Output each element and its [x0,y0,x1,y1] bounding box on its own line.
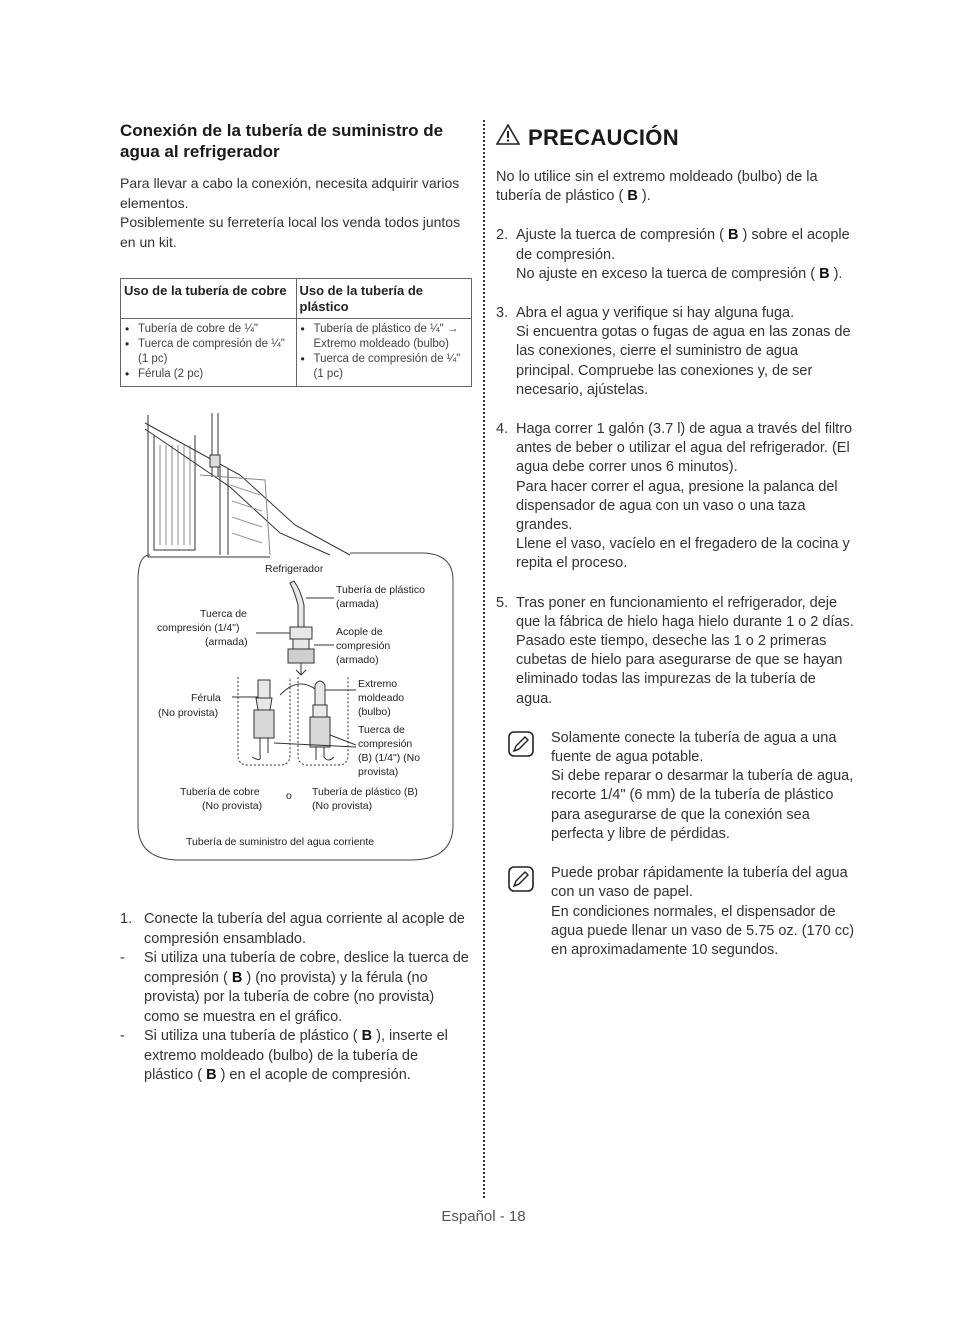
step-text-part: ). [829,265,843,282]
substep-text: Si utiliza una tubería de cobre, deslice la tuerca de compresión ( [144,950,469,986]
table-cell-plastic [296,319,472,387]
label-or: o [286,790,292,802]
dash: - [120,950,125,966]
step-text-part: No ajuste en exceso la tuerca de compresión ( [516,265,820,282]
substep-text: ) en el acople de compresión. [216,1067,411,1083]
step-number: 2. [496,227,509,244]
label-nut-b-2: compresión [358,738,413,750]
step-2 [496,226,856,284]
label-coupling-1: Acople de [336,626,383,638]
warning-triangle-icon [496,124,520,151]
substep-text: Si utiliza una tubería de plástico ( [144,1028,362,1044]
label-ferrule-2: (No provista) [158,707,219,719]
intro-paragraph-1: Para llevar a cabo la conexión, necesita adquirir varios elementos. [120,175,460,211]
label-plastic-b-1: Tubería de plástico (B) [312,786,418,798]
step-text-part: ) sobre el acople de compresión. [516,227,850,263]
intro-paragraph-2: Posiblemente su ferretería local los venda todos juntos en un kit. [120,214,461,250]
step-text [516,265,856,284]
label-plastic-armada-1: Tubería de plástico [336,584,425,596]
substep-plastic [120,1027,470,1086]
label-b: B [819,265,830,282]
right-column [496,168,856,960]
step-number: 3. [496,305,509,322]
note-2 [496,864,856,960]
label-nut-b-1: Tuerca de [358,724,405,736]
note-1 [496,729,856,844]
step-text-part: Ajuste la tuerca de compresión ( [516,227,728,244]
label-molded-1: Extremo [358,678,398,690]
intro-text [120,174,470,252]
note-text: Si debe reparar o desarmar la tubería de agua, recorte 1/4" (6 mm) de la tubería de plástico para asegurarse de que la conexión sea perfecta y libre de pérdidas. [551,768,854,842]
step-text: Tras poner en funcionamiento el refrigerador, deje que la fábrica de hielo haga hielo durante 1 o 2 días. [516,594,854,630]
caution-text-part: ). [637,188,651,205]
label-nut-2: compresión (1/4") [157,622,240,634]
refrigerator-illustration [145,413,350,557]
note-text: Puede probar rápidamente la tubería del agua con un vaso de papel. [551,865,848,901]
section-heading: Conexión de la tubería de suministro de agua al refrigerador [120,121,444,161]
substep-text: ), inserte el extremo moldeado (bulbo) de la tubería de plástico ( [144,1028,448,1083]
column-divider [483,120,485,1198]
label-b: B [627,188,638,205]
step-4 [496,420,856,574]
list-item: • Tubería de plástico de ¼" → Extremo moldeado (bulbo) [300,322,469,352]
label-coupling-3: (armado) [336,654,379,666]
list-item: • Férula (2 pc) [124,367,293,382]
table-cell-copper [121,319,297,387]
label-copper-1: Tubería de cobre [180,786,260,798]
note-text: Solamente conecte la tubería de agua a una fuente de agua potable. [551,729,837,766]
step-3 [496,304,856,400]
label-plastic-b-2: (No provista) [312,800,373,812]
label-b: B [206,1067,217,1083]
caution-text [496,168,856,206]
parts-table [120,278,472,387]
label-nut-b-3: (B) (1/4") (No [358,752,421,764]
step-text: Llene el vaso, vacíelo en el fregadero de la cocina y repita el proceso. [516,536,850,572]
step-text: Si encuentra gotas o fugas de agua en las zonas de las conexiones, cierre el suministro de agua principal. Compruebe las conexiones y, de ser necesario, ajústelas. [516,324,851,398]
step-number: 1. [120,911,133,927]
substep-text: ) (no provista) y la férula (no provista) por la tubería de cobre (no provista) como se muestra en el gráfico. [144,969,435,1025]
list-item: • Tubería de cobre de ¼" [124,322,293,337]
label-supply: Tubería de suministro del agua corriente [186,836,375,848]
label-nut-1: Tuerca de [200,608,247,620]
caution-text-part: No lo utilice sin el extremo moldeado (bulbo) de la tubería de plástico ( [496,169,818,205]
step-text: Pasado este tiempo, deseche las 1 o 2 primeras cubetas de hielo para asegurarse de que se hayan eliminado todas las impurezas de la tubería de agua. [516,633,843,707]
note-pencil-icon [508,866,534,892]
steps-left [120,910,470,1086]
label-ferrule-1: Férula [191,692,221,704]
step-text: Para hacer correr el agua, presione la palanca del dispensador de agua con un vaso o una taza grandes. [516,478,838,534]
table-header-copper: Uso de la tubería de cobre [121,279,297,319]
step-text: Haga correr 1 galón (3.7 l) de agua a través del filtro antes de beber o utilizar el agua del refrigerador. (El agua debe correr unos 6 minutos). [516,421,853,476]
step-number: 5. [496,594,509,611]
caution-title: PRECAUCIÓN [528,125,679,150]
step-1 [120,910,470,949]
note-pencil-icon [508,731,534,757]
note-text: En condiciones normales, el dispensador de agua puede llenar un vaso de 5.75 oz. (170 cc) en aproximadamente 10 segundos. [551,903,855,958]
label-copper-2: (No provista) [202,800,263,812]
label-b: B [727,227,739,244]
label-refrigerator: Refrigerador [265,563,324,575]
step-text [516,226,856,264]
dash: - [120,1028,125,1044]
label-molded-2: moldeado [358,692,405,704]
step-text: Abra el agua y verifique si hay alguna fuga. [516,305,795,322]
label-b: B [231,969,243,986]
copper-tube-illustration [238,677,290,765]
step-text: Conecte la tubería del agua corriente al acople de compresión ensamblado. [144,911,465,947]
label-nut-b-4: provista) [358,766,399,778]
fitting-assembly [288,581,314,675]
step-number: 4. [496,421,509,438]
list-item: • Tuerca de compresión de ¼" (1 pc) [300,352,469,382]
substep-copper [120,949,470,1027]
connection-diagram [120,405,470,870]
page-footer: Español - 18 [441,1208,526,1225]
label-plastic-armada-2: (armada) [336,598,379,610]
table-header-plastic: Uso de la tubería de plástico [296,279,472,319]
list-item: • Tuerca de compresión de ¼" (1 pc) [124,337,293,367]
caution-heading [496,124,679,151]
label-b: B [361,1028,373,1044]
label-nut-3: (armada) [205,636,248,648]
step-5 [496,594,856,709]
label-molded-3: (bulbo) [358,706,391,718]
label-coupling-2: compresión [336,640,391,652]
